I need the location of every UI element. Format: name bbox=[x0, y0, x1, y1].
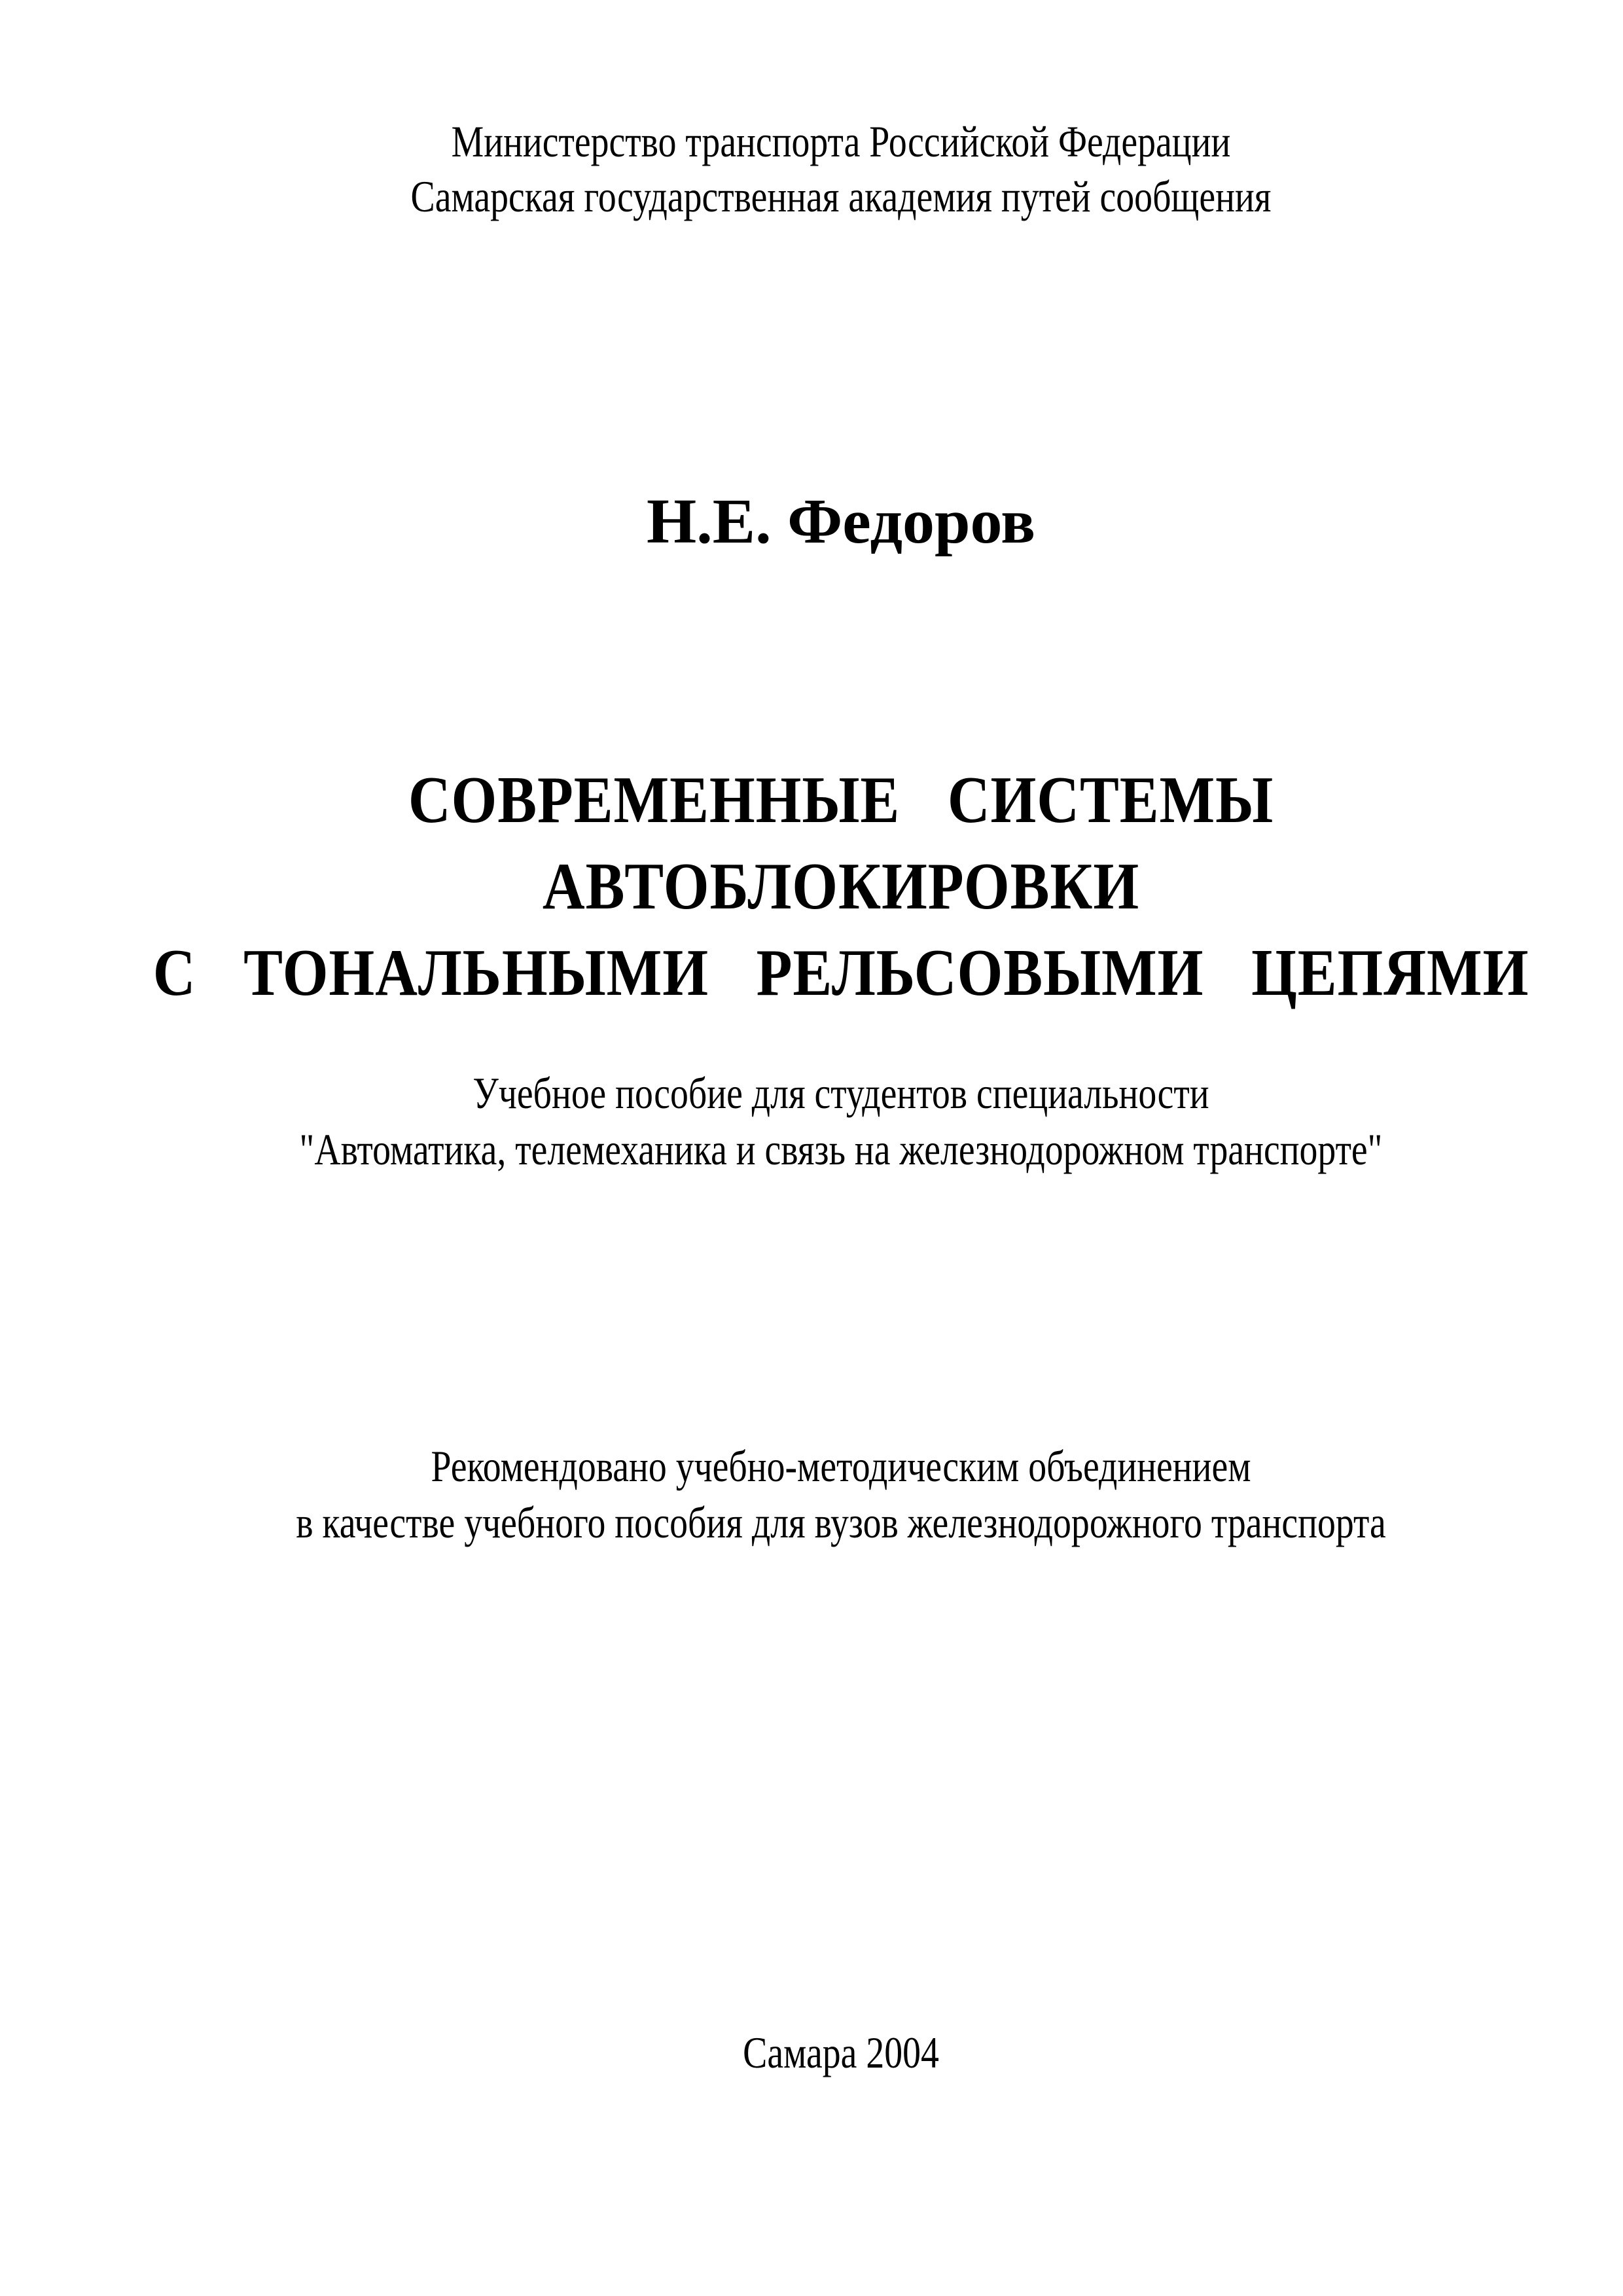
recommendation-line-2: в качестве учебного пособия для вузов железнодорожного транспорта bbox=[296, 1498, 1386, 1547]
header-academy: Самарская государственная академия путей сообщения bbox=[410, 171, 1272, 221]
subtitle-audience: Учебное пособие для студентов специальности bbox=[473, 1068, 1209, 1118]
book-title-line-2: АВТОБЛОКИРОВКИ bbox=[542, 850, 1140, 924]
author-name: Н.Е. Федоров bbox=[646, 486, 1036, 557]
recommendation-line-1: Рекомендовано учебно-методическим объединением bbox=[431, 1441, 1251, 1491]
subtitle-specialty: "Автоматика, телемеханика и связь на железнодорожном транспорте" bbox=[299, 1124, 1383, 1174]
book-title-line-1: СОВРЕМЕННЫЕ СИСТЕМЫ bbox=[408, 763, 1274, 837]
imprint-city-year: Самара 2004 bbox=[743, 2028, 939, 2077]
book-title-line-3: С ТОНАЛЬНЫМИ РЕЛЬСОВЫМИ ЦЕПЯМИ bbox=[152, 936, 1529, 1010]
header-ministry: Министерство транспорта Российской Федерации bbox=[451, 117, 1231, 166]
title-page-content bbox=[29, 0, 1623, 2296]
